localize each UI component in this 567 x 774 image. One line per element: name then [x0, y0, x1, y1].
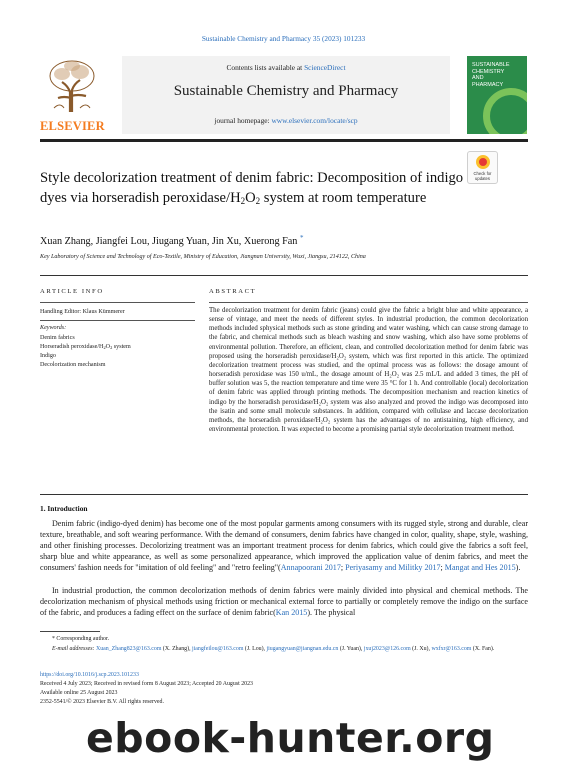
handling-editor: Handling Editor: Klaus Kümmerer — [40, 309, 125, 315]
received-dates: Received 4 July 2023; Received in revised form 8 August 2023; Accepted 20 August 2023 — [40, 681, 254, 687]
citation-link[interactable]: Annapoorani 2017 — [280, 563, 341, 573]
publisher-logo — [40, 56, 104, 134]
email-link[interactable]: wxfxr@163.com — [431, 646, 472, 652]
running-head[interactable]: Sustainable Chemistry and Pharmacy 35 (2023) 101233 — [201, 34, 366, 43]
footnote-rule — [40, 631, 100, 632]
keyword-item: Horseradish peroxidase/$H_2O_2$ system — [40, 344, 131, 350]
email-link[interactable]: jxuj2023@126.com — [363, 646, 411, 652]
keywords-list — [40, 334, 131, 370]
crossmark-label: Check for updates — [473, 171, 492, 181]
watermark: ebook-hunter.org — [86, 714, 495, 762]
journal-info-box — [122, 56, 450, 134]
citation-link[interactable]: Periyasamy and Militky 2017 — [345, 563, 441, 573]
affiliation: Key Laboratory of Science and Technology of Eco-Textile, Ministry of Education, Jiangnan University, Wuxi, Jiangsu, 214122, China — [40, 254, 366, 260]
cover-ring-graphic — [483, 88, 527, 134]
email-link[interactable]: Xuan_Zhang823@163.com — [95, 646, 162, 652]
tree-icon — [46, 58, 98, 114]
doi-link[interactable]: https://doi.org/10.1016/j.scp.2023.101233 — [40, 672, 139, 678]
homepage-prefix: journal homepage: — [214, 116, 272, 125]
publisher-name: ELSEVIER — [40, 119, 105, 133]
introduction-heading: 1. Introduction — [40, 504, 88, 513]
article-title: Style decolorization treatment of denim fabric: Decomposition of indigo dyes via horseradish peroxidase/$H_2O_2$ system at room temperature — [40, 170, 464, 206]
journal-masthead — [40, 56, 528, 134]
abstract-heading: ABSTRACT — [209, 288, 257, 295]
introduction-paragraph-2: In industrial production, the common decolorization methods of denim fabrics were mainly divided into physical and chemical methods. The decolorization mechanism of physical methods using friction or mechanical external force to partially or completely remove the indigo on the surface of the fabric, and produces a fading effect on the surface of denim fabric(Kan 2015). The physical — [40, 586, 528, 618]
abstract-rule — [209, 302, 528, 303]
article-info-heading: ARTICLE INFO — [40, 288, 104, 295]
check-for-updates-button[interactable] — [467, 151, 498, 184]
keyword-item: Indigo — [40, 353, 56, 359]
author-list: Xuan Zhang, Jiangfei Lou, Jiugang Yuan, Jin Xu, Xuerong Fan * — [40, 234, 304, 247]
abstract-text: The decolorization treatment for denim fabric (jeans) could give the fabric a bright blue and white appearance, a sense of vintage, and meet the needs of different styles. In industrial production, the common decolorization methods included sphysical methods such as stone grinding and water washing, which can cause strong damage to the fabric, and chemical methods such as bleach washing and snow washing, which also have some problems of environmental pollution. Therefore, an efficient, clean, and controlled decolorization method for denim fabric was proposed using the horseradish peroxidase/H₂O₂ system, which was first reported in this article. The optimized decolorization treatment process was studied, and the optimal process was as follows: the dosage amount of horseradish peroxidase was 150 u/mL, the dosage amount of H₂O₂ was 2.5 mL/L and added 3 times, the pH of buffer solution was 5, the reaction temperature and time were 35 °C for 1 h. And controllable (local) decolorization of denim fabric was applied through printing methods. The decomposition mechanism and reaction kinetics of indigo by the horseradish peroxidase/H₂O₂ system was also analyzed and proved the indigo was decomposed into the isatin and some small molecule substances. In addition, compared with cellulase and laccase decolorization methods, the horseradish peroxidase/H₂O₂ system has the advantages of no antistaining, high efficiency, and environmental protection. It was expected to become a promising partial style decolorization treatment method. — [209, 307, 528, 434]
masthead-rule — [40, 139, 528, 142]
section-rule — [40, 275, 528, 276]
corresponding-author-note: * Corresponding author. — [52, 636, 110, 642]
keyword-item: Decolorization mechanism — [40, 362, 106, 368]
sciencedirect-link[interactable]: ScienceDirect — [304, 63, 346, 72]
journal-title: Sustainable Chemistry and Pharmacy — [173, 83, 399, 99]
homepage-link[interactable]: www.elsevier.com/locate/scp — [271, 116, 358, 125]
citation-link[interactable]: Mangat and Hes 2015 — [444, 563, 516, 573]
email-link[interactable]: jiugangyuan@jiangnan.edu.cn — [266, 646, 339, 652]
crossmark-icon — [476, 155, 490, 169]
abstract-end-rule — [40, 494, 528, 495]
keyword-item: Denim fabrics — [40, 335, 75, 341]
email-link[interactable]: jiangfeilou@163.com — [192, 646, 244, 652]
keywords-label: Keywords: — [40, 325, 67, 331]
journal-cover — [467, 56, 527, 134]
available-online: Available online 25 August 2023 — [40, 690, 118, 696]
contents-line — [122, 63, 450, 72]
article-info-rule — [40, 302, 195, 303]
email-addresses: E-mail addresses: Xuan_Zhang823@163.com (X. Zhang), jiangfeilou@163.com (J. Lou), jiugangyuan@jiangnan.edu.cn (J. Yuan), jxuj2023@126.com (J. Xu), wxfxr@163.com (X. Fan). — [52, 646, 495, 652]
cover-title: SUSTAINABLE CHEMISTRY AND PHARMACY — [472, 62, 510, 88]
citation-link[interactable]: Kan 2015 — [275, 608, 308, 618]
article-info-rule-2 — [40, 320, 195, 321]
copyright: 2352-5541/© 2023 Elsevier B.V. All rights reserved. — [40, 699, 164, 705]
introduction-paragraph-1: Denim fabric (indigo-dyed denim) has become one of the most popular garments among consumers with its rugged style, strong and durable, clear texture, breathable, and soft wearing performance. With the demand of consumers, denim fabrics have changed in color, quality, shape, style, washing, and other finishing processes. Decolorizing treatment was an important treatment process for denim fabrics, which could give the fabrics a soft feel, sharp blue and white appearance, as well as some personalized appearance, which improved the application value of denim fabrics, and meet the consumers' fashion needs for "imitation of old feeling" and "retro feeling"(Annapoorani 2017; Periyasamy and Militky 2017; Mangat and Hes 2015). — [40, 519, 528, 573]
corresponding-author-mark[interactable]: * — [299, 234, 304, 242]
contents-prefix: Contents lists available at — [226, 63, 305, 72]
homepage-line — [122, 116, 450, 125]
